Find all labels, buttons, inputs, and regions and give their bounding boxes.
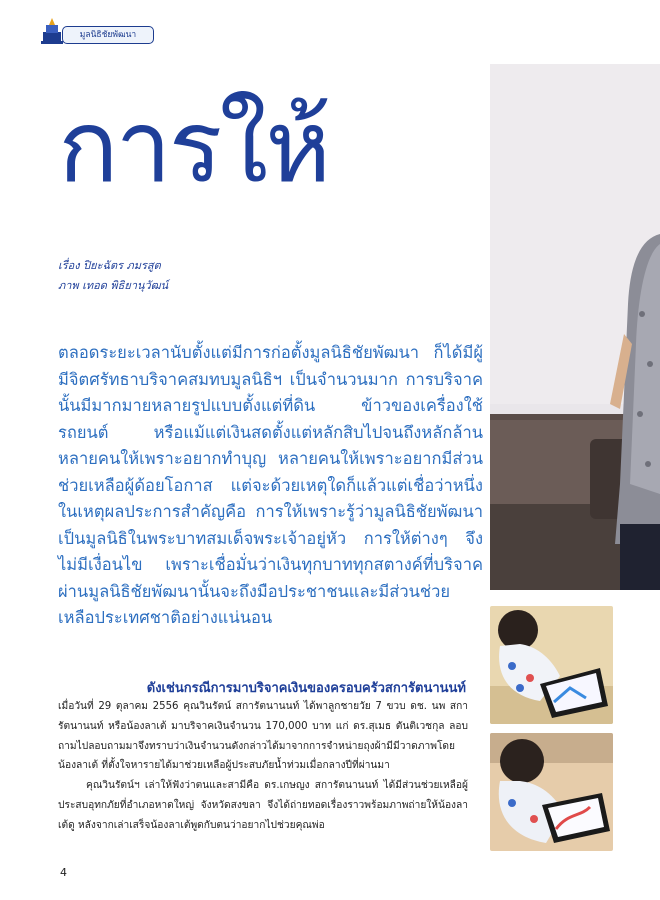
page-number: 4 — [60, 866, 67, 879]
credit-author: เรื่อง ปิยะฉัตร ภมรสูต — [58, 259, 161, 272]
article-title: การให้ — [58, 88, 329, 205]
credit-photo: ภาพ เทอด พิธิยานุวัฒน์ — [58, 279, 169, 292]
foundation-emblem-icon — [40, 18, 64, 44]
section-subheading: ดังเช่นกรณีการมาบริจาคเงินของครอบครัวสการัตนานนท์ — [146, 681, 466, 696]
article-credits — [58, 256, 168, 296]
intro-paragraph: ตลอดระยะเวลานับตั้งแต่มีการก่อตั้งมูลนิธิชัยพัฒนา ก็ได้มีผู้มีจิตศรัทธาบริจาคสมทบมูลนิธิฯ เป็นจำนวนมาก การบริจาคนั้นมีมากมายหลายรูปแบบตั้งแต่ที่ดิน ข้าวของเครื่องใช้ รถยนต์ หรือแม้แต่เงินสดตั้งแต่หลักสิบไปจนถึงหลักล้าน หลายคนให้เพราะอยากทำบุญ หลายคนให้เพราะอยากมีส่วนช่วยเหลือผู้ด้อยโอกาส แต่จะด้วยเหตุใดก็แล้วแต่เชื่อว่าหนึ่งในเหตุผลประการสำคัญคือ การให้เพราะรู้ว่ามูลนิธิชัยพัฒนาเป็นมูลนิธิในพระบาทสมเด็จพระเจ้าอยู่หัว การให้ต่างๆ จึงไม่มีเงื่อนไข เพราะเชื่อมั่นว่าเงินทุกบาททุกสตางค์ที่บริจาคผ่านมูลนิธิชัยพัฒนานั้นจะถึงมือประชาชนและมีส่วนช่วยเหลือประเทศชาติอย่างแน่นอน — [58, 343, 483, 627]
section-tag: มูลนิธิชัยพัฒนา — [62, 26, 154, 44]
child-photo-2-image — [490, 733, 613, 851]
main-photo — [490, 64, 660, 590]
body-paragraph-1: เมื่อวันที่ 29 ตุลาคม 2556 คุณวินรัตน์ สการัตนานนท์ ได้พาลูกชายวัย 7 ขวบ ดช. นพ สการัตนานนท์ หรือน้องลาเต้ มาบริจาคเงินจำนวน 170,000 บาท แก่ ดร.สุเมธ ตันติเวชกุล ลอบถามไปลอบถามมาจึงทราบว่าเงินจำนวนดังกล่าวได้มาจากการจำหน่ายถุงผ้ามีมีวาดภาพโดยน้องลาเต้ ที่ตั้งใจหารายได้มาช่วยเหลือผู้ประสบภัยน้ำท่วมเมื่อกลางปีที่ผ่านมา — [58, 701, 468, 772]
child-photo-1-image — [490, 606, 613, 724]
article-body — [58, 697, 468, 836]
child-photo-2 — [490, 733, 613, 851]
body-paragraph-2: คุณวินรัตน์ฯ เล่าให้ฟังว่าตนและสามีคือ ดร.เกษญง สการัตนานนท์ ได้มีส่วนช่วยเหลือผู้ประสบอุทกภัยที่อำเภอหาดใหญ่ จังหวัดสงขลา จึงได้ถ่ายทอดเรื่องราวพร้อมภาพถ่ายให้น้องลาเต้ดู หลังจากเล่าเสร็จน้องลาเต้พูดกับตนว่าอยากไปช่วยคุณพ่อ — [58, 780, 468, 831]
main-photo-image — [490, 64, 660, 590]
child-photo-1 — [490, 606, 613, 724]
section-logo — [40, 16, 155, 48]
